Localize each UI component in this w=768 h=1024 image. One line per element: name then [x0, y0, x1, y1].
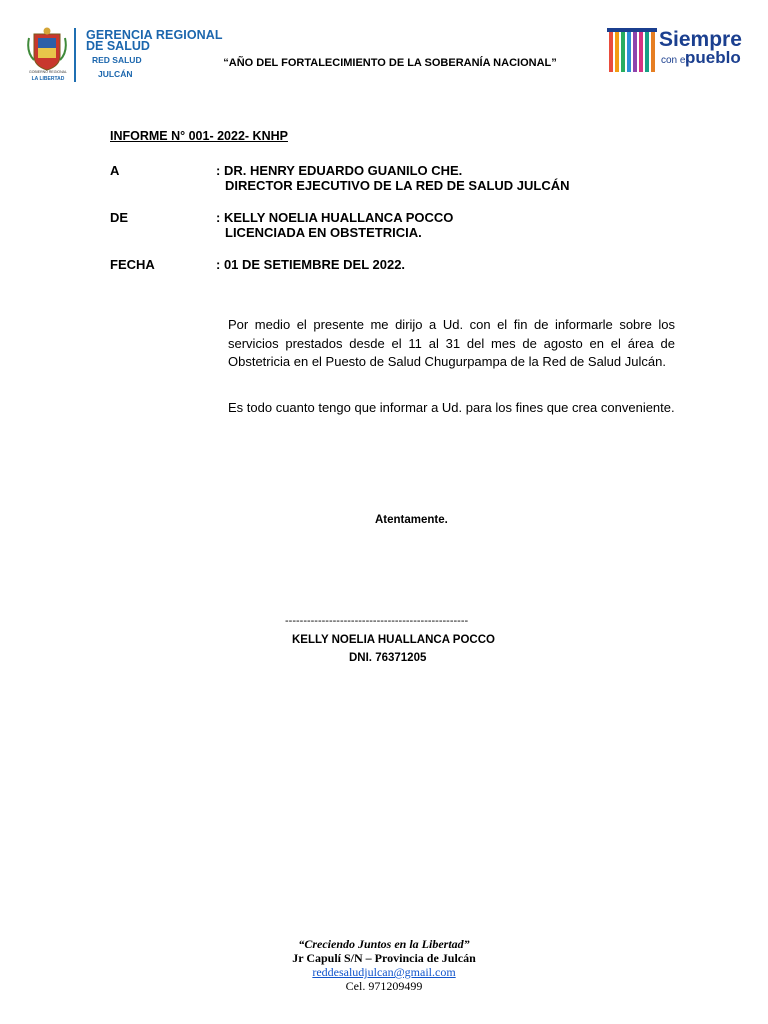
footer-address: Jr Capulí S/N – Provincia de Julcán	[292, 951, 476, 965]
body-paragraph-1: Por medio el presente me dirijo a Ud. con el fin de informarle sobre los servicios prestados desde el 11 al 31 del mes de agosto en el área de Obstetricia en el Puesto de Salud Chugurpampa de la Red de Salud Julcán.	[228, 317, 675, 369]
memo-title: INFORME N° 001- 2022- KNHP	[110, 129, 288, 143]
salutation: Atentamente.	[375, 514, 448, 526]
date-label: FECHA	[110, 257, 155, 272]
logo-word-siempre: Siempre	[659, 28, 742, 51]
org-name-line3: RED SALUD	[92, 55, 142, 65]
org-name-line2: DE SALUD	[86, 39, 150, 53]
shield-caption-gobierno: GOBIERNO REGIONAL	[29, 70, 67, 74]
logo-word-con-el: con el	[661, 55, 688, 66]
from-label: DE	[110, 210, 129, 225]
org-name-line4: JULCÁN	[98, 69, 133, 79]
colored-stripes-icon	[607, 26, 659, 76]
to-line1: : DR. HENRY EDUARDO GUANILO CHE.	[216, 163, 463, 178]
signer-id: DNI. 76371205	[349, 652, 427, 664]
footer-slogan: “Creciendo Juntos en la Libertad”	[298, 937, 470, 951]
footer-phone: Cel. 971209499	[345, 979, 423, 993]
gerencia-regional-logo	[26, 26, 226, 86]
to-line2: DIRECTOR EJECUTIVO DE LA RED DE SALUD JULCÁN	[225, 178, 570, 193]
logo-word-pueblo: pueblo	[685, 48, 741, 67]
from-line1: : KELLY NOELIA HUALLANCA POCCO	[216, 210, 454, 225]
logo-divider	[74, 28, 76, 82]
siempre-con-el-pueblo-logo	[607, 24, 757, 78]
from-line2: LICENCIADA EN OBSTETRICIA.	[225, 225, 422, 240]
footer-email-link[interactable]: reddesaludjulcan@gmail.com	[312, 965, 456, 979]
to-label: A	[110, 163, 120, 178]
org-name-line1: GERENCIA REGIONAL	[86, 28, 223, 42]
date-value: : 01 DE SETIEMBRE DEL 2022.	[216, 257, 406, 272]
body-paragraph-2: Es todo cuanto tengo que informar a Ud. para los fines que crea conveniente.	[228, 400, 675, 415]
year-motto: “AÑO DEL FORTALECIMIENTO DE LA SOBERANÍA NACIONAL”	[223, 57, 557, 69]
signature-line: --------------------------------------------------	[285, 615, 469, 627]
shield-caption-la-libertad: LA LIBERTAD	[31, 76, 65, 82]
signer-name: KELLY NOELIA HUALLANCA POCCO	[292, 634, 495, 646]
